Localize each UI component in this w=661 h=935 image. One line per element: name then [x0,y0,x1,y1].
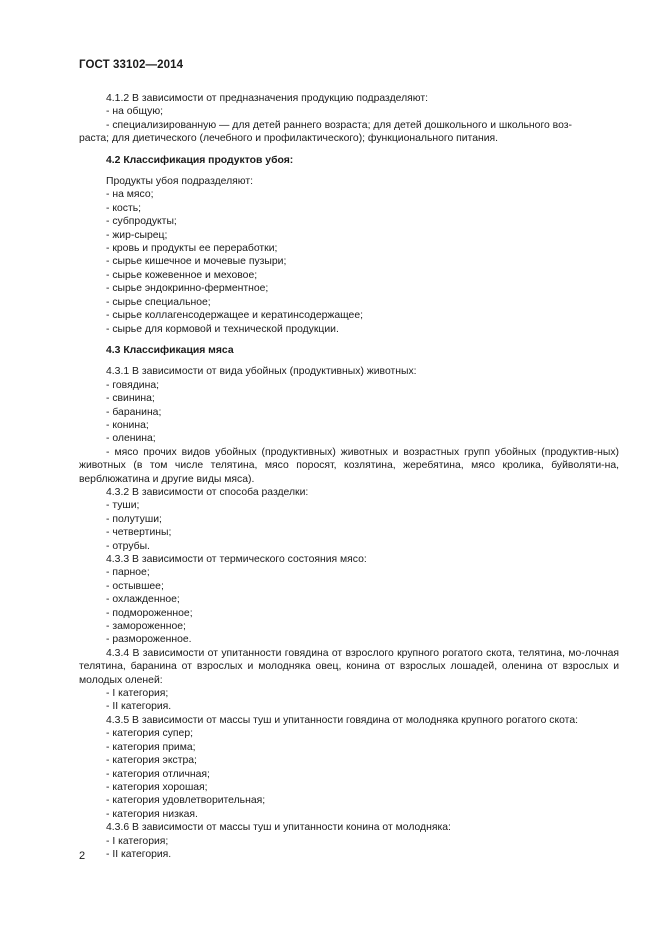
section-heading-4-2: 4.2 Классификация продуктов убоя: [106,154,294,166]
list-item: - кровь и продукты ее переработки; [106,243,278,255]
list-item: - свинина; [106,393,155,405]
list-item: - специализированную — для детей раннего возраста; для детей дошкольного и школьного воз- [106,119,572,131]
list-item: - баранина; [106,406,162,418]
list-item: - конина; [106,419,149,431]
list-item: - сырье кишечное и мочевые пузыри; [106,256,287,268]
list-item: - категория удовлетворительная; [106,795,266,807]
list-item: - I категория; [106,688,169,700]
list-item-long: - мясо прочих видов убойных (продуктивных) животных и возрастных групп убойных (продуктив-ных) животных (в том числе телятина, мясо поросят, козлятина, жеребятина, мясо кролика, буйволяти-на, верблюжатина и другие виды мяса). [79,446,619,485]
list-item: - категория прима; [106,741,196,753]
list-item: - говядина; [106,379,159,391]
list-item: - на мясо; [106,189,154,201]
sec-436-intro: 4.3.6 В зависимости от массы туш и упитанности конина от молодняка: [106,822,451,834]
list-item: - категория супер; [106,728,193,740]
list-item: - парное; [106,567,150,579]
sec-433-intro: 4.3.3 В зависимости от термического состояния мясо: [106,554,367,565]
list-item: - I категория; [106,835,169,847]
list-item: - категория отличная; [106,768,210,780]
list-item: - сырье кожевенное и меховое; [106,269,258,281]
list-item: - замороженное; [106,621,186,633]
list-item: - сырье для кормовой и технической продукции. [106,323,339,335]
list-item: - жир-сырец; [106,229,168,241]
section-heading-4-3: 4.3 Классификация мяса [106,344,234,356]
list-item: - категория хорошая; [106,781,208,793]
list-item: - четвертины; [106,527,172,539]
list-item: - сырье коллагенсодержащее и кератинсодержащее; [106,310,364,322]
list-item: - размороженное. [106,634,192,646]
list-item: - II категория. [106,848,172,860]
list-item: - категория экстра; [106,755,197,767]
list-item: - на общую; [106,106,164,118]
list-item: - туши; [106,500,140,512]
document-header: ГОСТ 33102—2014 [79,59,184,71]
sec-412-intro: 4.1.2 В зависимости от предназначения продукцию подразделяют: [106,93,428,104]
sec-435-intro: 4.3.5 В зависимости от массы туш и упитанности говядина от молодняка крупного рогатого скота: [106,714,578,726]
sec-42-intro: Продукты убоя подразделяют: [106,176,254,188]
list-item-cont: раста; для диетического (лечебного и профилактического); функционального питания. [79,133,499,145]
list-item: - категория низкая. [106,808,198,820]
list-item: - II категория. [106,701,172,713]
list-item: - кость; [106,202,142,214]
list-item: - субпродукты; [106,216,177,228]
list-item: - полутуши; [106,513,162,525]
document-body [79,92,619,861]
list-item: - отрубы. [106,540,150,552]
list-item: - сырье специальное; [106,296,211,308]
list-item: - подмороженное; [106,607,193,619]
sec-434-intro: 4.3.4 В зависимости от упитанности говядина от взрослого крупного рогатого скота, телятина, мо-лочная телятина, баранина от взрослых и молодняка овец, конина от взрослых лошадей, оленина от взрослых и молодых оленей: [79,647,619,686]
list-item: - оленина; [106,433,156,445]
sec-431-intro: 4.3.1 В зависимости от вида убойных (продуктивных) животных: [106,366,417,378]
page-number: 2 [79,850,86,862]
list-item: - сырье эндокринно-ферментное; [106,283,269,295]
list-item: - охлажденное; [106,594,180,606]
sec-432-intro: 4.3.2 В зависимости от способа разделки: [106,486,309,498]
list-item: - остывшее; [106,580,164,592]
